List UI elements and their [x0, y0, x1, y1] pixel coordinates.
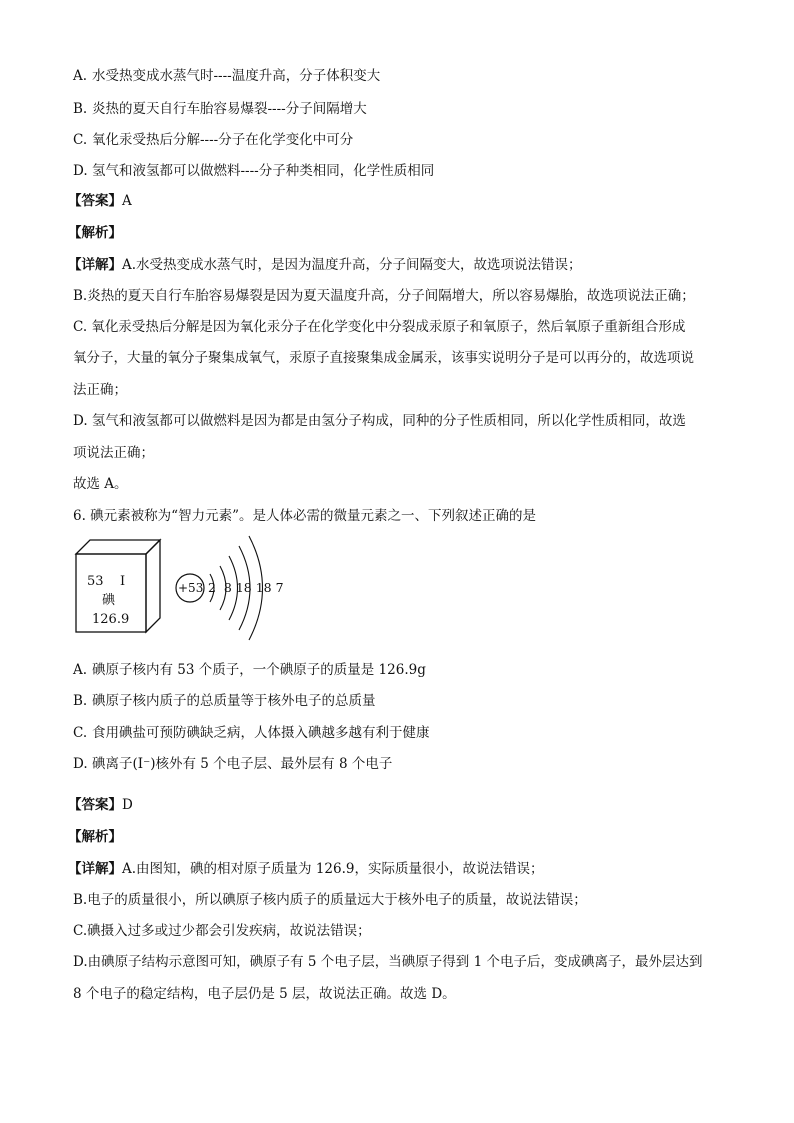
option-label: B.	[73, 693, 88, 709]
q5-explanation-line: B.炎热的夏天自行车胎容易爆裂是因为夏天温度升高，分子间隔增大，所以容易爆胎，故选项说法正确；	[73, 288, 695, 304]
q5-explanation-line: C. 氧化汞受热后分解是因为氧化汞分子在化学变化中分裂成汞原子和氧原子，然后氧原子重新组合形成	[73, 319, 686, 335]
option-text: 碘离子(I⁻)核外有 5 个电子层、最外层有 8 个电子	[92, 756, 393, 772]
q6-option-a	[73, 661, 426, 679]
q6-option-d	[73, 755, 392, 773]
answer-value: D	[122, 797, 133, 813]
q6-option-c	[73, 724, 430, 742]
q5-explanation-line: 法正确；	[73, 382, 127, 398]
q5-option-a	[73, 67, 380, 85]
answer-value: A	[122, 193, 132, 209]
option-label: C.	[73, 132, 88, 148]
q5-analysis-heading	[68, 224, 122, 242]
option-text: 碘原子核内质子的总质量等于核外电子的总质量	[92, 693, 376, 709]
q6-analysis-heading	[68, 828, 122, 846]
q6-explanation-line: D.由碘原子结构示意图可知，碘原子有 5 个电子层，当碘原子得到 1 个电子后，变成碘离子，最外层达到	[73, 954, 703, 970]
q6-question: 6. 碘元素被称为“智力元素”。是人体必需的微量元素之一、下列叙述正确的是	[73, 508, 536, 524]
answer-tag: 【答案】	[68, 193, 122, 209]
option-text: 氧化汞受热后分解----分子在化学变化中可分	[92, 132, 354, 148]
option-text: 氢气和液氢都可以做燃料----分子种类相同，化学性质相同	[92, 163, 435, 179]
option-label: B.	[73, 101, 88, 117]
q5-option-b	[73, 100, 367, 118]
analysis-tag: 【解析】	[68, 829, 122, 845]
q5-option-d	[73, 162, 434, 180]
option-label: A.	[73, 662, 88, 678]
q6-explanation-line: C.碘摄入过多或过少都会引发疾病，故说法错误；	[73, 923, 371, 939]
iodine-diagram	[72, 528, 282, 646]
cell-side-face	[146, 540, 160, 632]
explanation-text: A.由图知，碘的相对原子质量为 126.9，实际质量很小，故说法错误；	[122, 861, 544, 877]
explanation-tag: 【详解】	[68, 861, 122, 877]
option-text: 炎热的夏天自行车胎容易爆裂----分子间隔增大	[92, 101, 367, 117]
option-text: 食用碘盐可预防碘缺乏病，人体摄入碘越多越有利于健康	[92, 725, 430, 741]
q5-explanation-line: 氧分子，大量的氧分子聚集成氧气，汞原子直接聚集成金属汞，该事实说明分子是可以再分的，故选项说	[73, 350, 694, 366]
option-label: D.	[73, 163, 88, 179]
q5-explanation-line: 项说法正确；	[73, 445, 154, 461]
q5-explanation-line: D. 氢气和液氢都可以做燃料是因为都是由氢分子构成，同种的分子性质相同，所以化学性质相同，故选	[73, 413, 686, 429]
option-label: A.	[73, 68, 88, 84]
option-text: 水受热变成水蒸气时----温度升高，分子体积变大	[92, 68, 381, 84]
atomic-mass: 126.9	[92, 612, 130, 627]
q5-answer	[68, 192, 132, 210]
option-label: C.	[73, 725, 88, 741]
explanation-text: A.水受热变成水蒸气时，是因为温度升高，分子间隔变大，故选项说法错误；	[122, 257, 582, 273]
element-symbol: I	[120, 574, 126, 589]
answer-tag: 【答案】	[68, 797, 122, 813]
explanation-tag: 【详解】	[68, 257, 122, 273]
element-name: 碘	[102, 593, 116, 608]
shell-electron-counts: 2 8 18 18 7	[208, 580, 284, 595]
nucleus-charge: +53	[178, 581, 204, 595]
q5-explanation-line	[68, 256, 582, 274]
option-label: D.	[73, 756, 88, 772]
q6-explanation-line: B.电子的质量很小，所以碘原子核内质子的质量远大于核外电子的质量，故说法错误；	[73, 892, 587, 908]
q5-explanation-line: 故选 A。	[73, 476, 128, 492]
q6-explanation-line: 8 个电子的稳定结构，电子层仍是 5 层，故说法正确。故选 D。	[73, 986, 456, 1002]
q6-option-b	[73, 692, 376, 710]
analysis-tag: 【解析】	[68, 225, 122, 241]
q6-answer	[68, 796, 133, 814]
option-text: 碘原子核内有 53 个质子，一个碘原子的质量是 126.9g	[92, 662, 426, 678]
q6-explanation-line	[68, 860, 543, 878]
q5-option-c	[73, 131, 353, 149]
atomic-number: 53	[87, 574, 104, 589]
